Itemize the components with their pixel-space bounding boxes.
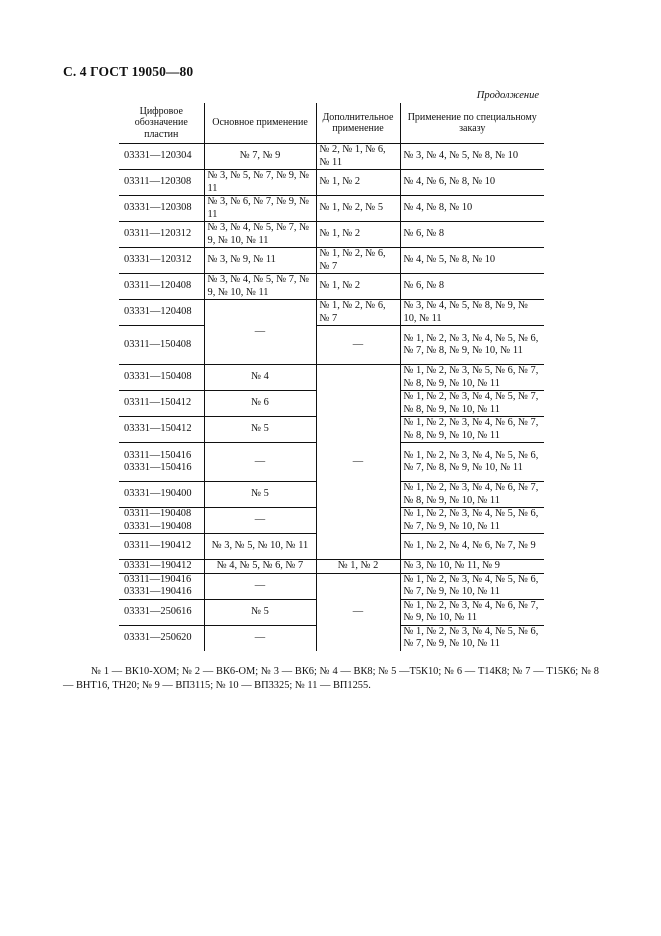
cell-special: № 1, № 2, № 4, № 6, № 7, № 9 bbox=[400, 534, 544, 560]
code-line: 03331—190408 bbox=[124, 520, 192, 532]
cell-additional: № 1, № 2 bbox=[316, 222, 400, 248]
cell-code: 03311—150412 bbox=[119, 391, 204, 417]
cell-special: № 6, № 8 bbox=[400, 222, 544, 248]
table-row bbox=[119, 300, 544, 326]
cell-main: № 5 bbox=[204, 599, 316, 625]
cell-main: № 7, № 9 bbox=[204, 144, 316, 170]
code-line: 03311—150416 bbox=[124, 449, 192, 461]
cell-special: № 1, № 2, № 3, № 4, № 6, № 7, № 9, № 10, № 11 bbox=[400, 599, 544, 625]
table-row bbox=[119, 573, 544, 599]
cell-additional: — bbox=[316, 326, 400, 365]
cell-code: 03311—150408 bbox=[119, 326, 204, 365]
cell-main: № 3, № 9, № 11 bbox=[204, 248, 316, 274]
table-row bbox=[119, 222, 544, 248]
cell-main: № 3, № 5, № 10, № 11 bbox=[204, 534, 316, 560]
plates-application-table bbox=[119, 103, 544, 651]
table-row bbox=[119, 196, 544, 222]
cell-additional: № 1, № 2, № 6, № 7 bbox=[316, 248, 400, 274]
cell-main: — bbox=[204, 573, 316, 599]
cell-code: 03311—120408 bbox=[119, 274, 204, 300]
cell-special: № 1, № 2, № 3, № 4, № 5, № 6, № 7, № 8, № 9, № 10, № 11 bbox=[400, 326, 544, 365]
cell-special: № 4, № 5, № 8, № 10 bbox=[400, 248, 544, 274]
cell-code: 03331—190400 bbox=[119, 482, 204, 508]
continuation-label: Продолжение bbox=[476, 90, 539, 101]
cell-code: 03311—120312 bbox=[119, 222, 204, 248]
header-main: Основное применение bbox=[204, 103, 316, 144]
cell-main: № 3, № 6, № 7, № 9, № 11 bbox=[204, 196, 316, 222]
cell-code: 03331—250620 bbox=[119, 625, 204, 651]
cell-special: № 1, № 2, № 3, № 4, № 5, № 7, № 8, № 9, № 10, № 11 bbox=[400, 391, 544, 417]
cell-main: № 5 bbox=[204, 482, 316, 508]
page-header: С. 4 ГОСТ 19050—80 bbox=[63, 64, 194, 79]
cell-main: — bbox=[204, 443, 316, 482]
cell-code: 03331—120408 bbox=[119, 300, 204, 326]
cell-main: № 3, № 4, № 5, № 7, № 9, № 10, № 11 bbox=[204, 222, 316, 248]
cell-code: 03331—120312 bbox=[119, 248, 204, 274]
cell-additional: № 1, № 2, № 6, № 7 bbox=[316, 300, 400, 326]
header-special: Применение по специальному заказу bbox=[400, 103, 544, 144]
cell-additional: № 1, № 2, № 5 bbox=[316, 196, 400, 222]
cell-code bbox=[119, 573, 204, 599]
cell-code: 03331—120304 bbox=[124, 150, 192, 162]
cell-main: — bbox=[204, 300, 316, 365]
cell-main: № 4, № 5, № 6, № 7 bbox=[204, 560, 316, 574]
cell-additional: — bbox=[316, 573, 400, 651]
cell-special: № 4, № 6, № 8, № 10 bbox=[400, 170, 544, 196]
cell-special: № 4, № 8, № 10 bbox=[400, 196, 544, 222]
table-row bbox=[119, 274, 544, 300]
cell-main: № 3, № 4, № 5, № 7, № 9, № 10, № 11 bbox=[204, 274, 316, 300]
header-additional: Дополнительное применение bbox=[316, 103, 400, 144]
cell-main: № 5 bbox=[204, 417, 316, 443]
table-row bbox=[119, 248, 544, 274]
cell-code: 03331—150408 bbox=[119, 365, 204, 391]
table-row bbox=[119, 170, 544, 196]
table-row bbox=[119, 144, 544, 170]
code-line: 03311—190408 bbox=[124, 508, 192, 519]
cell-additional: № 1, № 2 bbox=[316, 170, 400, 196]
cell-code bbox=[119, 443, 204, 482]
cell-special: № 1, № 2, № 3, № 5, № 6, № 7, № 8, № 9, № 10, № 11 bbox=[400, 365, 544, 391]
cell-code: 03311—120308 bbox=[119, 170, 204, 196]
cell-code: 03331—190412 bbox=[119, 560, 204, 574]
cell-additional: № 1, № 2 bbox=[316, 560, 400, 574]
cell-special: № 6, № 8 bbox=[400, 274, 544, 300]
cell-additional: — bbox=[316, 365, 400, 560]
cell-main: № 3, № 5, № 7, № 9, № 11 bbox=[204, 170, 316, 196]
cell-main: № 4 bbox=[204, 365, 316, 391]
code-line: 03331—150416 bbox=[124, 462, 192, 473]
table-header-row bbox=[119, 103, 544, 144]
cell-main: № 6 bbox=[204, 391, 316, 417]
cell-special: № 3, № 10, № 11, № 9 bbox=[400, 560, 544, 574]
cell-special: № 1, № 2, № 3, № 4, № 6, № 7, № 8, № 9, № 10, № 11 bbox=[400, 417, 544, 443]
cell-special: № 1, № 2, № 3, № 4, № 5, № 6, № 7, № 9, № 10, № 11 bbox=[400, 573, 544, 599]
cell-special: № 1, № 2, № 3, № 4, № 5, № 6, № 7, № 9, № 10, № 11 bbox=[400, 508, 544, 534]
code-line: 03311—190416 bbox=[124, 573, 192, 585]
cell-code: 03331—150412 bbox=[119, 417, 204, 443]
cell-code: 03331—120308 bbox=[119, 196, 204, 222]
cell-code bbox=[119, 508, 204, 534]
cell-code: 03311—190412 bbox=[119, 534, 204, 560]
cell-special: № 3, № 4, № 5, № 8, № 9, № 10, № 11 bbox=[400, 300, 544, 326]
cell-main: — bbox=[204, 508, 316, 534]
table-row bbox=[119, 326, 544, 365]
grades-footnote: № 1 — ВК10-ХОМ; № 2 — ВК6-ОМ; № 3 — ВК6; № 4 — ВК8; № 5 —Т5К10; № 6 — Т14К8; № 7 — Т15К6; № 8 — ВНТ16, ТН20; № 9 — ВП3115; № 10 — ВП3325; № 11 — ВП1255. bbox=[63, 666, 599, 691]
table-row bbox=[119, 560, 544, 574]
cell-special: № 1, № 2, № 3, № 4, № 5, № 6, № 7, № 9, № 10, № 11 bbox=[400, 625, 544, 651]
cell-special: № 1, № 2, № 3, № 4, № 6, № 7, № 8, № 9, № 10, № 11 bbox=[400, 482, 544, 508]
cell-additional: № 1, № 2 bbox=[316, 274, 400, 300]
table-row bbox=[119, 365, 544, 391]
code-line: 03331—190416 bbox=[124, 586, 192, 597]
header-code: Цифровое обозначение пластин bbox=[119, 103, 204, 144]
cell-code: 03331—250616 bbox=[119, 599, 204, 625]
cell-main: — bbox=[204, 625, 316, 651]
cell-special: № 1, № 2, № 3, № 4, № 5, № 6, № 7, № 8, № 9, № 10, № 11 bbox=[400, 443, 544, 482]
cell-additional: № 2, № 1, № 6, № 11 bbox=[316, 144, 400, 170]
cell-special: № 3, № 4, № 5, № 8, № 10 bbox=[400, 144, 544, 170]
